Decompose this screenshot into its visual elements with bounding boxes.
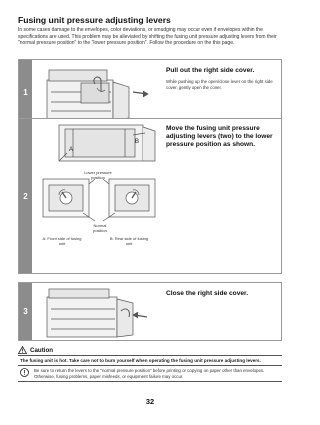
caution-header (18, 346, 282, 354)
label-normal-position: Normal position (93, 223, 107, 233)
caution-warning: The fusing unit is hot. Take care not to burn yourself when operating the fusing unit pressure adjusting levers. (20, 358, 261, 363)
divider (18, 381, 282, 382)
step-title: Close the right side cover. (166, 290, 249, 297)
divider (18, 355, 282, 356)
printer-close-cover-illustration (37, 287, 157, 339)
label-lower-pressure-position: Lower pressure position (84, 170, 112, 180)
step-title: Move the fusing unit pressure adjusting levers (two) to the lower pressure position as shown. (166, 125, 273, 148)
label-a: A (69, 147, 74, 153)
step-number: 1 (19, 60, 32, 125)
warning-triangle-icon (18, 346, 27, 354)
page-title: Fusing unit pressure adjusting levers (18, 15, 171, 25)
step-number: 3 (19, 283, 32, 340)
step-2 (18, 118, 282, 274)
step-title: Pull out the right side cover. (166, 67, 255, 74)
caution-title: Caution (30, 346, 54, 354)
caution-note-text: Be sure to return the levers to the "normal pressure position" before printing or copying on paper other than envelopes. Otherwise, fusing problems, paper misfeeds, or equipment failure may occur. (34, 368, 265, 379)
printer-open-cover-illustration (37, 64, 157, 124)
intro-paragraph: In some cases damage to the envelopes, color deviations, or smudging may occur even if envelopes within the specifications are used. This problem may be alleviated by shifting the fusing unit pressure adjusting levers from their "normal pressure position" to the "lower pressure position". Follow the procedure on the this page. (18, 27, 277, 47)
step-1 (18, 59, 282, 126)
label-b: B (135, 139, 140, 145)
caution-note (18, 368, 282, 380)
page-number: 32 (145, 397, 155, 406)
step-description: While pushing up the open/close lever on the right side cover, gently open the cover. (166, 79, 273, 90)
step-3 (18, 282, 282, 341)
label-front-side: A: Front side of fusing unit (42, 236, 82, 246)
fusing-unit-levers-illustration (37, 121, 162, 271)
label-rear-side: B: Rear side of fusing unit (109, 236, 149, 246)
step-number: 2 (19, 119, 32, 273)
exclamation-icon (20, 368, 29, 377)
divider (18, 365, 282, 366)
